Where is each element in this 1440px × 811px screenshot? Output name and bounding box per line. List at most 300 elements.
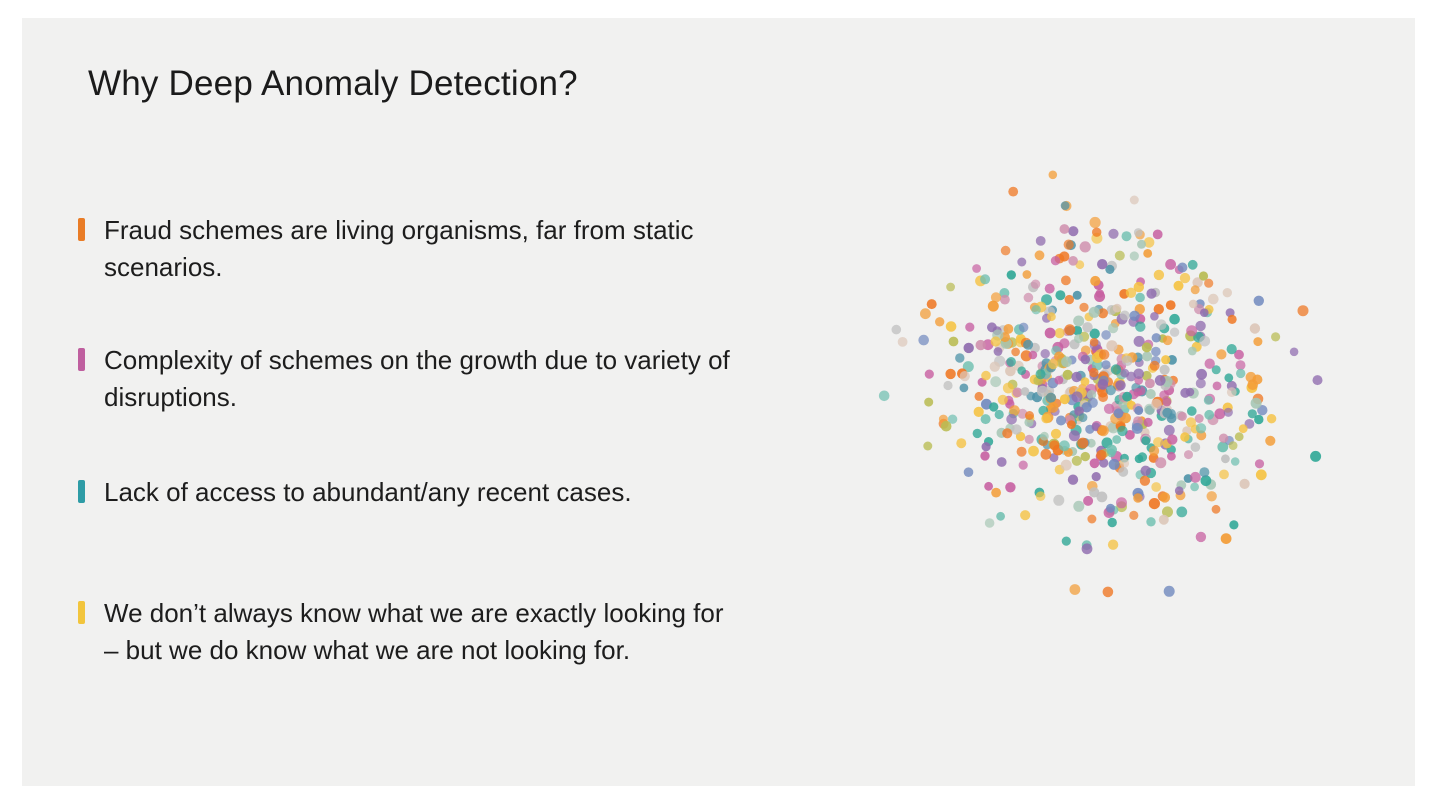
point-cloud-dot (964, 343, 974, 353)
point-cloud-dot (1004, 324, 1014, 334)
point-cloud-dot (1106, 504, 1115, 513)
point-cloud-dot (1005, 482, 1015, 492)
point-cloud-dot (1265, 436, 1275, 446)
point-cloud-dot (1002, 428, 1012, 438)
point-cloud-dot (1135, 322, 1145, 332)
point-cloud-dot (1068, 226, 1078, 236)
point-cloud-dot (1199, 467, 1209, 477)
point-cloud-dot (1160, 492, 1170, 502)
point-cloud-dot (1313, 375, 1323, 385)
bullet-text: We don’t always know what we are exactly looking for – but we do know what we are not looking for. (104, 598, 724, 665)
point-cloud-dot (1096, 289, 1105, 298)
point-cloud-dot (990, 362, 1000, 372)
point-cloud-dot (1098, 425, 1109, 436)
point-cloud-dot (1239, 424, 1248, 433)
point-cloud-dot (1006, 414, 1017, 425)
point-cloud-dot (1109, 459, 1120, 470)
point-cloud-dot (1174, 281, 1184, 291)
point-cloud-dot (991, 488, 1001, 498)
point-cloud-dot (1072, 391, 1083, 402)
point-cloud-dot (1068, 475, 1078, 485)
point-cloud-dot (980, 274, 990, 284)
point-cloud-dot (1114, 408, 1124, 418)
point-cloud-dot (1096, 450, 1106, 460)
bullet-item-lack-of-access (78, 474, 858, 511)
point-cloud-dot (920, 308, 931, 319)
point-cloud-dot (1224, 373, 1233, 382)
point-cloud-dot (1036, 369, 1046, 379)
point-cloud-dot (1025, 411, 1034, 420)
point-cloud-dot (1118, 467, 1128, 477)
point-cloud-dot (1224, 408, 1233, 417)
point-cloud-dot (1006, 357, 1016, 367)
point-cloud-dot (1126, 288, 1136, 298)
point-cloud-dot (1017, 258, 1026, 267)
point-cloud-dot (1155, 375, 1166, 386)
point-cloud-dot (981, 414, 991, 424)
point-cloud-dot (1051, 429, 1061, 439)
point-cloud-dot (1056, 416, 1066, 426)
point-cloud-dot (995, 410, 1004, 419)
point-cloud-dot (1161, 355, 1170, 364)
point-cloud-dot (1162, 397, 1171, 406)
point-cloud-dot (1298, 305, 1309, 316)
slide-title: Why Deep Anomaly Detection? (88, 64, 578, 103)
point-cloud-dot (965, 323, 974, 332)
point-cloud-dot (1087, 515, 1096, 524)
point-cloud-dot (1130, 196, 1139, 205)
point-cloud-dot (972, 264, 981, 273)
point-cloud-dot (1065, 295, 1074, 304)
point-cloud-dot (1106, 445, 1117, 456)
point-cloud-dot (1205, 359, 1215, 369)
point-cloud-dot (1133, 493, 1142, 502)
point-cloud-dot (1072, 456, 1082, 466)
point-cloud-dot (1115, 251, 1125, 261)
point-cloud-dot (1135, 293, 1145, 303)
point-cloud-dot (1251, 398, 1262, 409)
point-cloud-dot (1055, 290, 1065, 300)
point-cloud-dot (1160, 365, 1170, 375)
point-cloud-dot (1137, 240, 1146, 249)
point-cloud-dot (991, 292, 1001, 302)
point-cloud-dot (1130, 251, 1139, 260)
bullet-item-unknown-target (78, 595, 858, 669)
point-cloud-dot (1196, 378, 1206, 388)
point-cloud-dot (1207, 491, 1217, 501)
point-cloud-dot (1005, 366, 1016, 377)
point-cloud-dot (1060, 394, 1070, 404)
point-cloud-figure (852, 153, 1352, 623)
point-cloud-dot (946, 321, 957, 332)
point-cloud-dot (1256, 469, 1267, 480)
point-cloud-dot (1169, 314, 1180, 325)
point-cloud-dot (989, 402, 998, 411)
point-cloud-dot (1112, 435, 1121, 444)
point-cloud-dot (1310, 451, 1321, 462)
point-cloud-dot (1082, 543, 1093, 554)
point-cloud-dot (1045, 328, 1056, 339)
point-cloud-dot (1190, 483, 1199, 492)
point-cloud-dot (1151, 347, 1161, 357)
point-cloud-dot (1144, 418, 1153, 427)
point-cloud-dot (1089, 307, 1100, 318)
point-cloud-dot (1163, 336, 1173, 346)
point-cloud-dot (1162, 408, 1172, 418)
point-cloud-dot (1067, 420, 1076, 429)
point-cloud-dot (1152, 333, 1161, 342)
point-cloud-dot (1153, 437, 1163, 447)
point-cloud-dot (1250, 323, 1260, 333)
point-cloud-dot (1023, 340, 1033, 350)
point-cloud-dot (1141, 436, 1150, 445)
bullet-marker-icon (78, 601, 85, 624)
point-cloud-dot (1068, 256, 1078, 266)
point-cloud-dot (1081, 355, 1091, 365)
point-cloud-dot (1074, 334, 1083, 343)
point-cloud-dot (1041, 414, 1051, 424)
point-cloud-dot (1115, 380, 1125, 390)
point-cloud-dot (1150, 312, 1159, 321)
point-cloud-dot (1049, 171, 1058, 180)
point-cloud-dot (1180, 432, 1189, 441)
point-cloud-dot (1149, 446, 1159, 456)
bullet-text: Lack of access to abundant/any recent cases. (104, 477, 632, 507)
point-cloud-dot (1041, 349, 1050, 358)
point-cloud-dot (1235, 432, 1244, 441)
point-cloud-dot (1036, 491, 1046, 501)
point-cloud-dot (1088, 398, 1098, 408)
point-cloud-dot (1051, 256, 1060, 265)
point-cloud-dot (956, 438, 966, 448)
point-cloud-dot (1151, 482, 1161, 492)
point-cloud-dot (1170, 328, 1179, 337)
point-cloud-dot (981, 371, 991, 381)
point-cloud-dot (1083, 496, 1093, 506)
point-cloud-dot (1108, 540, 1118, 550)
point-cloud-dot (1047, 312, 1056, 321)
point-cloud-dot (1178, 412, 1187, 421)
point-cloud-dot (975, 392, 984, 401)
point-cloud-dot (1199, 271, 1208, 280)
point-cloud-dot (1129, 311, 1139, 321)
bullet-text: Fraud schemes are living organisms, far from static scenarios. (104, 215, 694, 282)
point-cloud-dot (1135, 455, 1144, 464)
point-cloud-dot (1101, 360, 1110, 369)
point-cloud-dot (1077, 438, 1088, 449)
point-cloud-dot (943, 381, 952, 390)
point-cloud-dot (1028, 446, 1039, 457)
point-cloud-dot (1271, 332, 1280, 341)
point-cloud-dot (1120, 459, 1129, 468)
point-cloud-dot (1079, 303, 1088, 312)
point-cloud-dot (1150, 361, 1160, 371)
point-cloud-dot (998, 395, 1008, 405)
point-cloud-dot (1060, 224, 1070, 234)
point-cloud-dot (1221, 533, 1232, 544)
point-cloud-dot (1019, 323, 1029, 333)
point-cloud-dot (1254, 296, 1264, 306)
point-cloud-dot (1191, 285, 1200, 294)
point-cloud-dot (1164, 425, 1175, 436)
point-cloud-dot (1255, 459, 1264, 468)
point-cloud-dot (923, 442, 932, 451)
point-cloud-dot (1177, 263, 1187, 273)
point-cloud-dot (879, 391, 890, 402)
point-cloud-dot (1191, 442, 1201, 452)
point-cloud-dot (1212, 505, 1221, 514)
point-cloud-dot (1219, 434, 1228, 443)
point-cloud-dot (1048, 402, 1059, 413)
point-cloud-dot (918, 335, 929, 346)
point-cloud-dot (1188, 347, 1197, 356)
point-cloud-dot (1142, 351, 1152, 361)
point-cloud-dot (1186, 388, 1195, 397)
point-cloud-dot (1081, 452, 1090, 461)
point-cloud-dot (1037, 386, 1048, 397)
point-cloud-dot (1236, 369, 1245, 378)
point-cloud-dot (1199, 336, 1210, 347)
point-cloud-dot (1134, 406, 1143, 415)
point-cloud-dot (1176, 507, 1187, 518)
point-cloud-dot (1082, 322, 1092, 332)
point-cloud-dot (1167, 452, 1176, 461)
point-cloud-dot (1001, 246, 1011, 256)
point-cloud-dot (1175, 486, 1184, 495)
point-cloud-dot (973, 429, 982, 438)
point-cloud-dot (1133, 388, 1142, 397)
point-cloud-dot (1231, 457, 1240, 466)
point-cloud-dot (1186, 417, 1196, 427)
bullet-list (78, 212, 858, 669)
point-cloud-dot (1159, 515, 1169, 525)
point-cloud-dot (1146, 289, 1156, 299)
slide (22, 18, 1415, 786)
point-cloud-dot (1055, 376, 1064, 385)
point-cloud-dot (1133, 369, 1144, 380)
point-cloud-dot (1097, 492, 1108, 503)
point-cloud-dot (1101, 330, 1111, 340)
point-cloud-dot (946, 283, 955, 292)
point-cloud-dot (1062, 537, 1071, 546)
point-cloud-dot (1228, 315, 1237, 324)
point-cloud-dot (1227, 387, 1237, 397)
point-cloud-dot (964, 467, 974, 477)
point-cloud-dot (1229, 520, 1238, 529)
point-cloud-dot (1188, 260, 1198, 270)
point-cloud-dot (1122, 231, 1132, 241)
point-cloud-dot (1186, 325, 1197, 336)
point-cloud-dot (991, 336, 1001, 346)
point-cloud-dot (1070, 584, 1081, 595)
point-cloud-dot (1061, 356, 1072, 367)
point-cloud-dot (1221, 454, 1230, 463)
point-cloud-dot (1155, 457, 1166, 468)
point-cloud-dot (1164, 586, 1175, 597)
point-cloud-dot (1227, 344, 1237, 354)
point-cloud-dot (1200, 308, 1209, 317)
point-cloud-dot (1146, 517, 1155, 526)
point-cloud-dot (1142, 342, 1152, 352)
point-cloud-dot (1089, 368, 1098, 377)
point-cloud-dot (976, 340, 986, 350)
point-cloud-dot (1196, 369, 1207, 380)
point-cloud-dot (925, 370, 934, 379)
point-cloud-dot (1098, 379, 1109, 390)
point-cloud-dot (1029, 351, 1038, 360)
point-cloud-dot (898, 337, 908, 347)
point-cloud-dot (1008, 187, 1018, 197)
bullet-text: Complexity of schemes on the growth due to variety of disruptions. (104, 345, 730, 412)
point-cloud-dot (1108, 518, 1117, 527)
point-cloud-dot (1020, 510, 1030, 520)
point-cloud-dot (1021, 387, 1030, 396)
point-cloud-dot (1031, 305, 1040, 314)
point-cloud-dot (1223, 288, 1232, 297)
point-cloud-dot (1154, 270, 1164, 280)
point-cloud-dot (960, 371, 970, 381)
point-cloud-dot (1053, 495, 1064, 506)
point-cloud-dot (1290, 348, 1299, 357)
point-cloud-dot (1081, 377, 1090, 386)
point-cloud-dot (1092, 228, 1101, 237)
point-cloud-dot (1253, 337, 1262, 346)
point-cloud-dot (1055, 328, 1065, 338)
point-cloud-dot (960, 384, 969, 393)
point-cloud-dot (1196, 532, 1206, 542)
point-cloud-dot (1134, 228, 1143, 237)
point-cloud-dot (1007, 270, 1016, 279)
point-cloud-dot (1097, 259, 1107, 269)
point-cloud-dot (1064, 324, 1075, 335)
bullet-item-fraud-schemes (78, 212, 858, 286)
point-cloud-dot (955, 353, 964, 362)
point-cloud-dot (1071, 372, 1081, 382)
point-cloud-dot (1061, 201, 1070, 210)
point-cloud-dot (982, 442, 991, 451)
point-cloud-dot (1017, 366, 1026, 375)
point-cloud-dot (1078, 413, 1087, 422)
point-cloud-dot (1049, 440, 1059, 450)
point-cloud-dot (1252, 375, 1262, 385)
point-cloud-dot (1132, 423, 1143, 434)
point-cloud-dot (949, 337, 959, 347)
point-cloud-dot (1156, 319, 1167, 330)
point-cloud-dot (1187, 406, 1197, 416)
point-cloud-dot (994, 347, 1003, 356)
point-cloud-dot (1195, 414, 1204, 423)
point-cloud-dot (1003, 383, 1014, 394)
point-cloud-dot (1059, 440, 1070, 451)
point-cloud-dot (1214, 408, 1225, 419)
point-cloud-dot (1073, 291, 1082, 300)
point-cloud-dot (985, 518, 995, 528)
point-cloud-dot (1108, 229, 1118, 239)
point-cloud-dot (1048, 359, 1058, 369)
point-cloud-dot (1000, 295, 1010, 305)
point-cloud-dot (1196, 423, 1206, 433)
point-cloud-dot (1080, 241, 1091, 252)
point-cloud-dot (1059, 251, 1069, 261)
point-cloud-dot (1149, 498, 1160, 509)
point-cloud-dot (1267, 414, 1276, 423)
point-cloud-dot (1045, 284, 1055, 294)
point-cloud-dot (1165, 259, 1176, 270)
point-cloud-dot (1031, 280, 1040, 289)
point-cloud-dot (1146, 389, 1156, 399)
point-cloud-dot (1113, 304, 1122, 313)
point-cloud-dot (1017, 447, 1027, 457)
point-cloud-dot (1073, 316, 1084, 327)
point-cloud-dot (1025, 435, 1034, 444)
point-cloud-dot (1229, 441, 1238, 450)
point-cloud-dot (1213, 382, 1222, 391)
point-cloud-dot (1090, 217, 1101, 228)
point-cloud-dot (1023, 270, 1032, 279)
point-cloud-dot (1090, 458, 1100, 468)
point-cloud-dot (1069, 430, 1080, 441)
point-cloud-dot (1099, 349, 1109, 359)
point-cloud-dot (1129, 511, 1138, 520)
point-cloud-dot (1120, 311, 1130, 321)
point-cloud-dot (990, 376, 1001, 387)
point-cloud-dot (1236, 360, 1246, 370)
point-cloud-dot (1204, 396, 1213, 405)
point-cloud-dot (1204, 410, 1214, 420)
bullet-marker-icon (78, 348, 85, 371)
point-cloud-dot (984, 482, 993, 491)
point-cloud-dot (1122, 356, 1133, 367)
point-cloud-dot (1219, 470, 1229, 480)
point-cloud-dot (941, 421, 952, 432)
point-cloud-dot (1143, 249, 1152, 258)
bullet-marker-icon (78, 218, 85, 241)
point-cloud-dot (924, 398, 933, 407)
point-cloud-dot (1063, 370, 1073, 380)
bullet-item-complexity (78, 342, 858, 416)
point-cloud-dot (1092, 472, 1101, 481)
point-cloud-dot (1216, 349, 1226, 359)
point-cloud-dot (1184, 450, 1193, 459)
point-cloud-dot (1019, 461, 1028, 470)
point-cloud-dot (1190, 472, 1201, 483)
point-cloud-dot (1061, 276, 1071, 286)
point-cloud-dot (1167, 434, 1177, 444)
point-cloud-dot (1024, 293, 1034, 303)
point-cloud-dot (1064, 240, 1074, 250)
point-cloud-dot (1145, 379, 1155, 389)
point-cloud-dot (1166, 300, 1176, 310)
point-cloud-dot (1208, 294, 1219, 305)
point-cloud-dot (1189, 300, 1198, 309)
point-cloud-dot (1040, 432, 1049, 441)
point-cloud-dot (1116, 497, 1127, 508)
point-cloud-dot (1011, 424, 1021, 434)
point-cloud-dot (980, 451, 989, 460)
bullet-marker-icon (78, 480, 85, 503)
point-cloud-dot (1106, 340, 1117, 351)
point-cloud-dot (945, 369, 955, 379)
point-cloud-dot (1035, 250, 1045, 260)
point-cloud-dot (1103, 587, 1114, 598)
point-cloud-dot (1248, 409, 1257, 418)
point-cloud-dot (1153, 230, 1163, 240)
point-cloud-dot (1090, 338, 1099, 347)
point-cloud-dot (1090, 276, 1100, 286)
point-cloud-dot (996, 512, 1005, 521)
point-cloud-dot (1036, 236, 1046, 246)
point-cloud-dot (1111, 364, 1121, 374)
